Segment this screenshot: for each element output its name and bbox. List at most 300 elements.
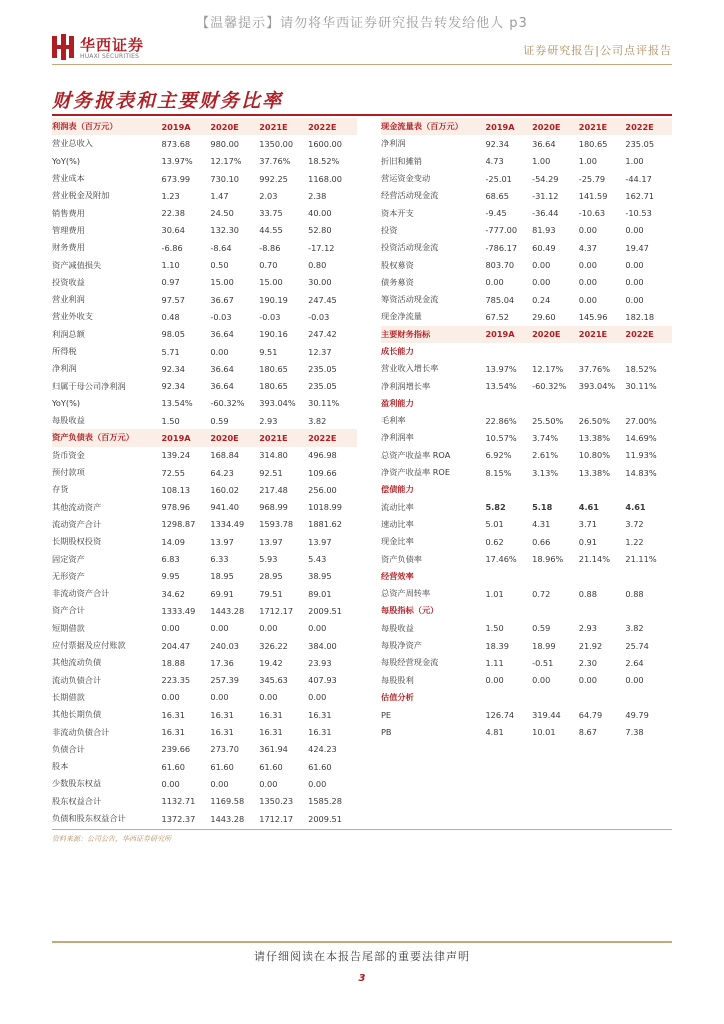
value-cell: 109.66 (308, 467, 337, 478)
value-cell: 10.01 (532, 727, 556, 738)
value-cell: 13.54% (485, 381, 517, 392)
value-cell: 0.88 (578, 588, 597, 599)
left-financial-table (52, 118, 357, 827)
value-cell: 64.23 (210, 467, 234, 478)
row-label: 货币资金 (52, 449, 85, 460)
header-divider (52, 64, 672, 65)
table-row (52, 274, 357, 291)
value-cell: 235.05 (308, 381, 337, 392)
value-cell: 235.05 (625, 138, 655, 149)
row-label: 流动负债合计 (52, 674, 102, 685)
row-label: 债务募资 (381, 276, 414, 287)
value-cell: 0.00 (308, 692, 327, 703)
row-label: 毛利率 (381, 415, 406, 426)
table-row (52, 810, 357, 827)
table-row (52, 550, 357, 567)
value-cell: 97.57 (161, 294, 185, 305)
value-cell: 22.86% (485, 415, 517, 426)
row-label: 现金流量表（百万元） (381, 121, 463, 132)
value-cell: 162.71 (625, 190, 655, 201)
value-cell: 3.82 (625, 623, 644, 634)
row-label: 财务费用 (52, 242, 85, 253)
value-cell: 0.80 (308, 260, 327, 271)
value-cell: -36.44 (532, 208, 559, 219)
value-cell: 1350.23 (259, 796, 294, 807)
row-label: 投资收益 (52, 276, 85, 287)
table-row (52, 222, 357, 239)
value-cell: 13.38% (578, 467, 610, 478)
value-cell: 223.35 (161, 675, 191, 686)
row-label: 资产负债表（百万元） (52, 432, 134, 443)
value-cell: 15.00 (259, 277, 283, 288)
value-cell: -0.03 (308, 311, 330, 322)
value-cell: 2009.51 (308, 605, 342, 616)
value-cell: 141.59 (578, 190, 608, 201)
value-cell: 180.65 (578, 138, 608, 149)
value-cell: 12.17% (210, 156, 242, 167)
year-header-cell: 2022E (625, 329, 654, 340)
value-cell: 0.00 (625, 277, 644, 288)
row-label: 股权募资 (381, 259, 414, 270)
value-cell: 239.66 (161, 744, 191, 755)
row-label: 归属于母公司净利润 (52, 380, 126, 391)
value-cell: 0.62 (485, 536, 504, 547)
row-label: 净利润率 (381, 432, 414, 443)
value-cell: 18.88 (161, 657, 185, 668)
value-cell: 8.15% (485, 467, 512, 478)
row-label: 所得税 (52, 346, 77, 356)
value-cell: 37.76% (259, 156, 291, 167)
value-cell: 5.43 (308, 554, 327, 565)
table-header-row (381, 118, 672, 135)
value-cell: 10.57% (485, 432, 517, 443)
value-cell: 3.74% (532, 432, 559, 443)
value-cell: 33.75 (259, 208, 283, 219)
value-cell: -786.17 (485, 242, 518, 253)
value-cell: 9.95 (161, 571, 180, 582)
table-subsection-row (381, 395, 672, 412)
value-cell: 978.96 (161, 502, 191, 513)
value-cell: 0.00 (578, 675, 597, 686)
value-cell: 22.38 (161, 208, 185, 219)
table-row (52, 153, 357, 170)
table-row (381, 291, 672, 308)
value-cell: 0.00 (161, 778, 180, 789)
value-cell: 190.19 (259, 294, 288, 305)
value-cell: 235.05 (308, 363, 337, 374)
value-cell: -9.45 (485, 208, 507, 219)
value-cell: 98.05 (161, 329, 185, 340)
table-header-row (52, 429, 357, 446)
value-cell: 0.00 (210, 778, 229, 789)
value-cell: 18.39 (485, 640, 509, 651)
value-cell: 1585.28 (308, 796, 342, 807)
value-cell: 0.00 (485, 675, 504, 686)
value-cell: 21.92 (578, 640, 603, 651)
value-cell: 2.03 (259, 190, 278, 201)
value-cell: 44.55 (259, 225, 283, 236)
value-cell: 61.60 (210, 761, 234, 772)
row-label: 利润表（百万元） (52, 121, 118, 132)
value-cell: 980.00 (210, 138, 240, 149)
table-row (381, 516, 672, 533)
row-label: 流动比率 (381, 501, 414, 512)
row-label: 主要财务指标 (381, 328, 431, 339)
value-cell: 38.95 (308, 571, 332, 582)
row-label: 资产负债率 (381, 553, 422, 564)
row-label: 股东权益合计 (52, 795, 102, 806)
table-row (52, 602, 357, 619)
value-cell: 108.13 (161, 484, 191, 495)
value-cell: 25.74 (625, 640, 649, 651)
row-label: 流动资产合计 (52, 518, 102, 529)
row-label: 其他长期负债 (52, 709, 102, 720)
table-row (381, 499, 672, 516)
value-cell: 2.30 (578, 657, 597, 668)
value-cell: 2.38 (308, 190, 327, 201)
row-label: 利润总额 (52, 328, 85, 339)
value-cell: 0.00 (625, 294, 644, 305)
value-cell: -0.03 (259, 311, 281, 322)
value-cell: -8.86 (259, 242, 281, 253)
value-cell: -60.32% (210, 398, 245, 409)
table-row (381, 464, 672, 481)
value-cell: 145.96 (578, 311, 608, 322)
value-cell: 1600.00 (308, 138, 342, 149)
right-financial-table (381, 118, 672, 741)
table-row (52, 291, 357, 308)
value-cell: -44.17 (625, 173, 652, 184)
value-cell: 0.00 (308, 623, 327, 634)
value-cell: 16.31 (308, 727, 332, 738)
value-cell: 18.95 (210, 571, 234, 582)
row-label: 营运资金变动 (381, 173, 431, 184)
value-cell: 673.99 (161, 173, 191, 184)
value-cell: 217.48 (259, 484, 288, 495)
row-label: 非流动资产合计 (52, 588, 110, 599)
row-label: 营业收入增长率 (381, 363, 439, 374)
row-label: 销售费用 (52, 207, 85, 218)
value-cell: 1333.49 (161, 605, 196, 616)
value-cell: 13.97% (485, 363, 517, 374)
value-cell: 424.23 (308, 744, 337, 755)
row-label: YoY(%) (52, 156, 81, 167)
value-cell: 1.10 (161, 260, 180, 271)
value-cell: 36.64 (532, 138, 556, 149)
value-cell: 941.40 (210, 502, 240, 513)
row-label: 经营效率 (381, 570, 414, 581)
row-label: 现金净流量 (381, 311, 422, 322)
table-row (52, 672, 357, 689)
value-cell: 160.02 (210, 484, 240, 495)
value-cell: 496.98 (308, 450, 337, 461)
value-cell: 13.54% (161, 398, 193, 409)
table-row (52, 170, 357, 187)
value-cell: 257.39 (210, 675, 240, 686)
value-cell: 180.65 (259, 381, 288, 392)
table-row (52, 533, 357, 550)
value-cell: -17.12 (308, 242, 335, 253)
value-cell: -25.01 (485, 173, 512, 184)
table-subsection-row (381, 689, 672, 706)
value-cell: 0.72 (532, 588, 551, 599)
value-cell: 0.97 (161, 277, 180, 288)
year-header-cell: 2019A (485, 329, 515, 340)
value-cell: 5.82 (485, 502, 506, 513)
value-cell: 0.00 (161, 623, 180, 634)
row-label: 应付票据及应付账款 (52, 640, 126, 651)
value-cell: 361.94 (259, 744, 288, 755)
value-cell: 1.47 (210, 190, 229, 201)
value-cell: 37.76% (578, 363, 610, 374)
row-label: PE (381, 709, 392, 720)
value-cell: 1.50 (161, 415, 180, 426)
year-header-cell: 2022E (308, 121, 337, 132)
footer-divider (52, 941, 672, 943)
value-cell: 52.80 (308, 225, 332, 236)
value-cell: 0.00 (625, 675, 644, 686)
table-row (381, 170, 672, 187)
table-row (52, 343, 357, 360)
value-cell: 16.31 (210, 727, 234, 738)
table-row (381, 153, 672, 170)
row-label: PB (381, 727, 392, 738)
value-cell: 1.11 (485, 657, 504, 668)
row-label: 营业外收支 (52, 311, 93, 322)
table-row (52, 377, 357, 394)
value-cell: 36.64 (210, 381, 234, 392)
table-row (381, 585, 672, 602)
value-cell: 16.31 (161, 709, 185, 720)
value-cell: -8.64 (210, 242, 232, 253)
value-cell: 9.51 (259, 346, 278, 357)
row-label: 少数股东权益 (52, 778, 102, 789)
value-cell: 407.93 (308, 675, 337, 686)
value-cell: 6.92% (485, 450, 512, 461)
row-label: 偿债能力 (381, 484, 414, 495)
value-cell: 16.31 (210, 709, 234, 720)
table-row (52, 741, 357, 758)
row-label: 其他流动负债 (52, 657, 102, 668)
value-cell: 0.59 (532, 623, 551, 634)
value-cell: 24.50 (210, 208, 234, 219)
table-row (52, 793, 357, 810)
year-header-cell: 2021E (259, 432, 288, 443)
row-label: 资产减值损失 (52, 259, 102, 270)
value-cell: 314.80 (259, 450, 288, 461)
table-row (52, 637, 357, 654)
value-cell: 1.00 (578, 156, 597, 167)
value-cell: 2009.51 (308, 813, 342, 824)
year-header-cell: 2022E (308, 432, 337, 443)
value-cell: 0.66 (532, 536, 551, 547)
table-row (381, 447, 672, 464)
table-row (52, 654, 357, 671)
table-row (381, 308, 672, 325)
value-cell: 247.45 (308, 294, 337, 305)
row-label: 每股股利 (381, 674, 414, 685)
table-row (381, 204, 672, 221)
row-label: 每股净资产 (381, 640, 422, 651)
table-row (52, 326, 357, 343)
value-cell: 1443.28 (210, 605, 245, 616)
row-label: 每股指标（元） (381, 605, 439, 616)
value-cell: 3.71 (578, 519, 597, 530)
value-cell: 7.38 (625, 727, 644, 738)
table-row (52, 481, 357, 498)
huaxi-logo-icon (52, 34, 74, 60)
value-cell: 13.97 (210, 536, 234, 547)
value-cell: 5.18 (532, 502, 553, 513)
value-cell: 64.79 (578, 709, 603, 720)
value-cell: 5.71 (161, 346, 180, 357)
value-cell: 36.64 (210, 363, 234, 374)
value-cell: 16.31 (259, 727, 283, 738)
huaxi-logo (52, 34, 182, 64)
row-label: 估值分析 (381, 691, 414, 702)
value-cell: 0.48 (161, 311, 180, 322)
value-cell: 11.93% (625, 450, 657, 461)
value-cell: 4.81 (485, 727, 504, 738)
value-cell: 13.97 (308, 536, 332, 547)
value-cell: 2.93 (578, 623, 597, 634)
report-type-header: 证券研究报告|公司点评报告 (523, 44, 672, 57)
logo-cn-text: 华西证券 (80, 36, 145, 54)
value-cell: 0.24 (532, 294, 551, 305)
value-cell: 256.00 (308, 484, 337, 495)
row-label: 固定资产 (52, 553, 85, 564)
value-cell: 5.01 (485, 519, 504, 530)
value-cell: 319.44 (532, 709, 561, 720)
value-cell: 67.52 (485, 311, 509, 322)
value-cell: 0.59 (210, 415, 229, 426)
table-row (381, 533, 672, 550)
table-row (52, 620, 357, 637)
value-cell: 18.52% (308, 156, 340, 167)
value-cell: 25.50% (532, 415, 564, 426)
value-cell: 36.67 (210, 294, 234, 305)
row-label: 净资产收益率 ROE (381, 467, 451, 478)
table-row (52, 775, 357, 792)
table-row (52, 758, 357, 775)
value-cell: 2.61% (532, 450, 559, 461)
value-cell: 14.69% (625, 432, 657, 443)
value-cell: 1.00 (532, 156, 551, 167)
row-label: 营业利润 (52, 294, 85, 305)
value-cell: 180.65 (259, 363, 288, 374)
row-label: 管理费用 (52, 224, 85, 235)
row-label: 股本 (52, 761, 69, 772)
value-cell: 1.23 (161, 190, 180, 201)
row-label: 资产合计 (52, 605, 85, 616)
table-row (52, 412, 357, 429)
source-divider (52, 829, 672, 830)
row-label: 长期借款 (52, 691, 85, 702)
table-row (52, 239, 357, 256)
value-cell: 1372.37 (161, 813, 196, 824)
year-header-cell: 2020E (210, 432, 239, 443)
year-header-cell: 2020E (532, 329, 561, 340)
value-cell: 1298.87 (161, 519, 196, 530)
value-cell: 29.60 (532, 311, 556, 322)
value-cell: 18.99 (532, 640, 556, 651)
table-row (52, 395, 357, 412)
value-cell: 68.65 (485, 190, 509, 201)
value-cell: 15.00 (210, 277, 234, 288)
table-row (52, 516, 357, 533)
year-header-cell: 2021E (578, 329, 608, 340)
table-row (381, 377, 672, 394)
value-cell: 0.00 (259, 692, 278, 703)
value-cell: 81.93 (532, 225, 556, 236)
value-cell: 803.70 (485, 260, 515, 271)
value-cell: 168.84 (210, 450, 240, 461)
table-subsection-row (381, 481, 672, 498)
row-label: 总资产周转率 (381, 588, 431, 599)
value-cell: 0.00 (210, 692, 229, 703)
value-cell: 13.97% (161, 156, 193, 167)
row-label: 短期借款 (52, 622, 85, 633)
value-cell: -0.51 (532, 657, 554, 668)
page-number: 3 (358, 973, 366, 984)
row-label: 成长能力 (381, 346, 414, 356)
row-label: 存货 (52, 484, 69, 495)
row-label: 净利润 (381, 138, 406, 149)
value-cell: 730.10 (210, 173, 240, 184)
value-cell: 1.00 (625, 156, 644, 167)
row-label: 每股经营现金流 (381, 657, 439, 668)
value-cell: 0.00 (485, 277, 504, 288)
row-label: 营业总收入 (52, 138, 93, 149)
row-label: 营业成本 (52, 173, 85, 184)
value-cell: 190.16 (259, 329, 288, 340)
row-label: 长期股权投资 (52, 536, 102, 547)
value-cell: 0.70 (259, 260, 278, 271)
row-label: 资本开支 (381, 207, 414, 218)
table-row (381, 637, 672, 654)
value-cell: 1018.99 (308, 502, 342, 513)
value-cell: 4.61 (625, 502, 646, 513)
value-cell: 19.47 (625, 242, 649, 253)
value-cell: 12.17% (532, 363, 564, 374)
table-row (52, 723, 357, 740)
value-cell: -777.00 (485, 225, 518, 236)
table-row (52, 464, 357, 481)
table-row (381, 723, 672, 740)
value-cell: 384.00 (308, 640, 337, 651)
table-row (381, 187, 672, 204)
value-cell: 1712.17 (259, 813, 294, 824)
value-cell: 0.00 (210, 346, 229, 357)
value-cell: -10.53 (625, 208, 652, 219)
value-cell: 992.25 (259, 173, 288, 184)
value-cell: 60.49 (532, 242, 556, 253)
year-header-cell: 2020E (532, 121, 561, 132)
value-cell: 0.88 (625, 588, 644, 599)
value-cell: 0.00 (161, 692, 180, 703)
table-subsection-row (381, 602, 672, 619)
value-cell: 14.83% (625, 467, 657, 478)
table-row (381, 222, 672, 239)
value-cell: 0.00 (532, 277, 551, 288)
title-divider (52, 114, 672, 116)
value-cell: 326.22 (259, 640, 288, 651)
table-header-row (381, 326, 672, 343)
value-cell: 345.63 (259, 675, 288, 686)
value-cell: 18.96% (532, 554, 564, 565)
value-cell: -10.63 (578, 208, 606, 219)
row-label: 筹资活动现金流 (381, 294, 439, 305)
